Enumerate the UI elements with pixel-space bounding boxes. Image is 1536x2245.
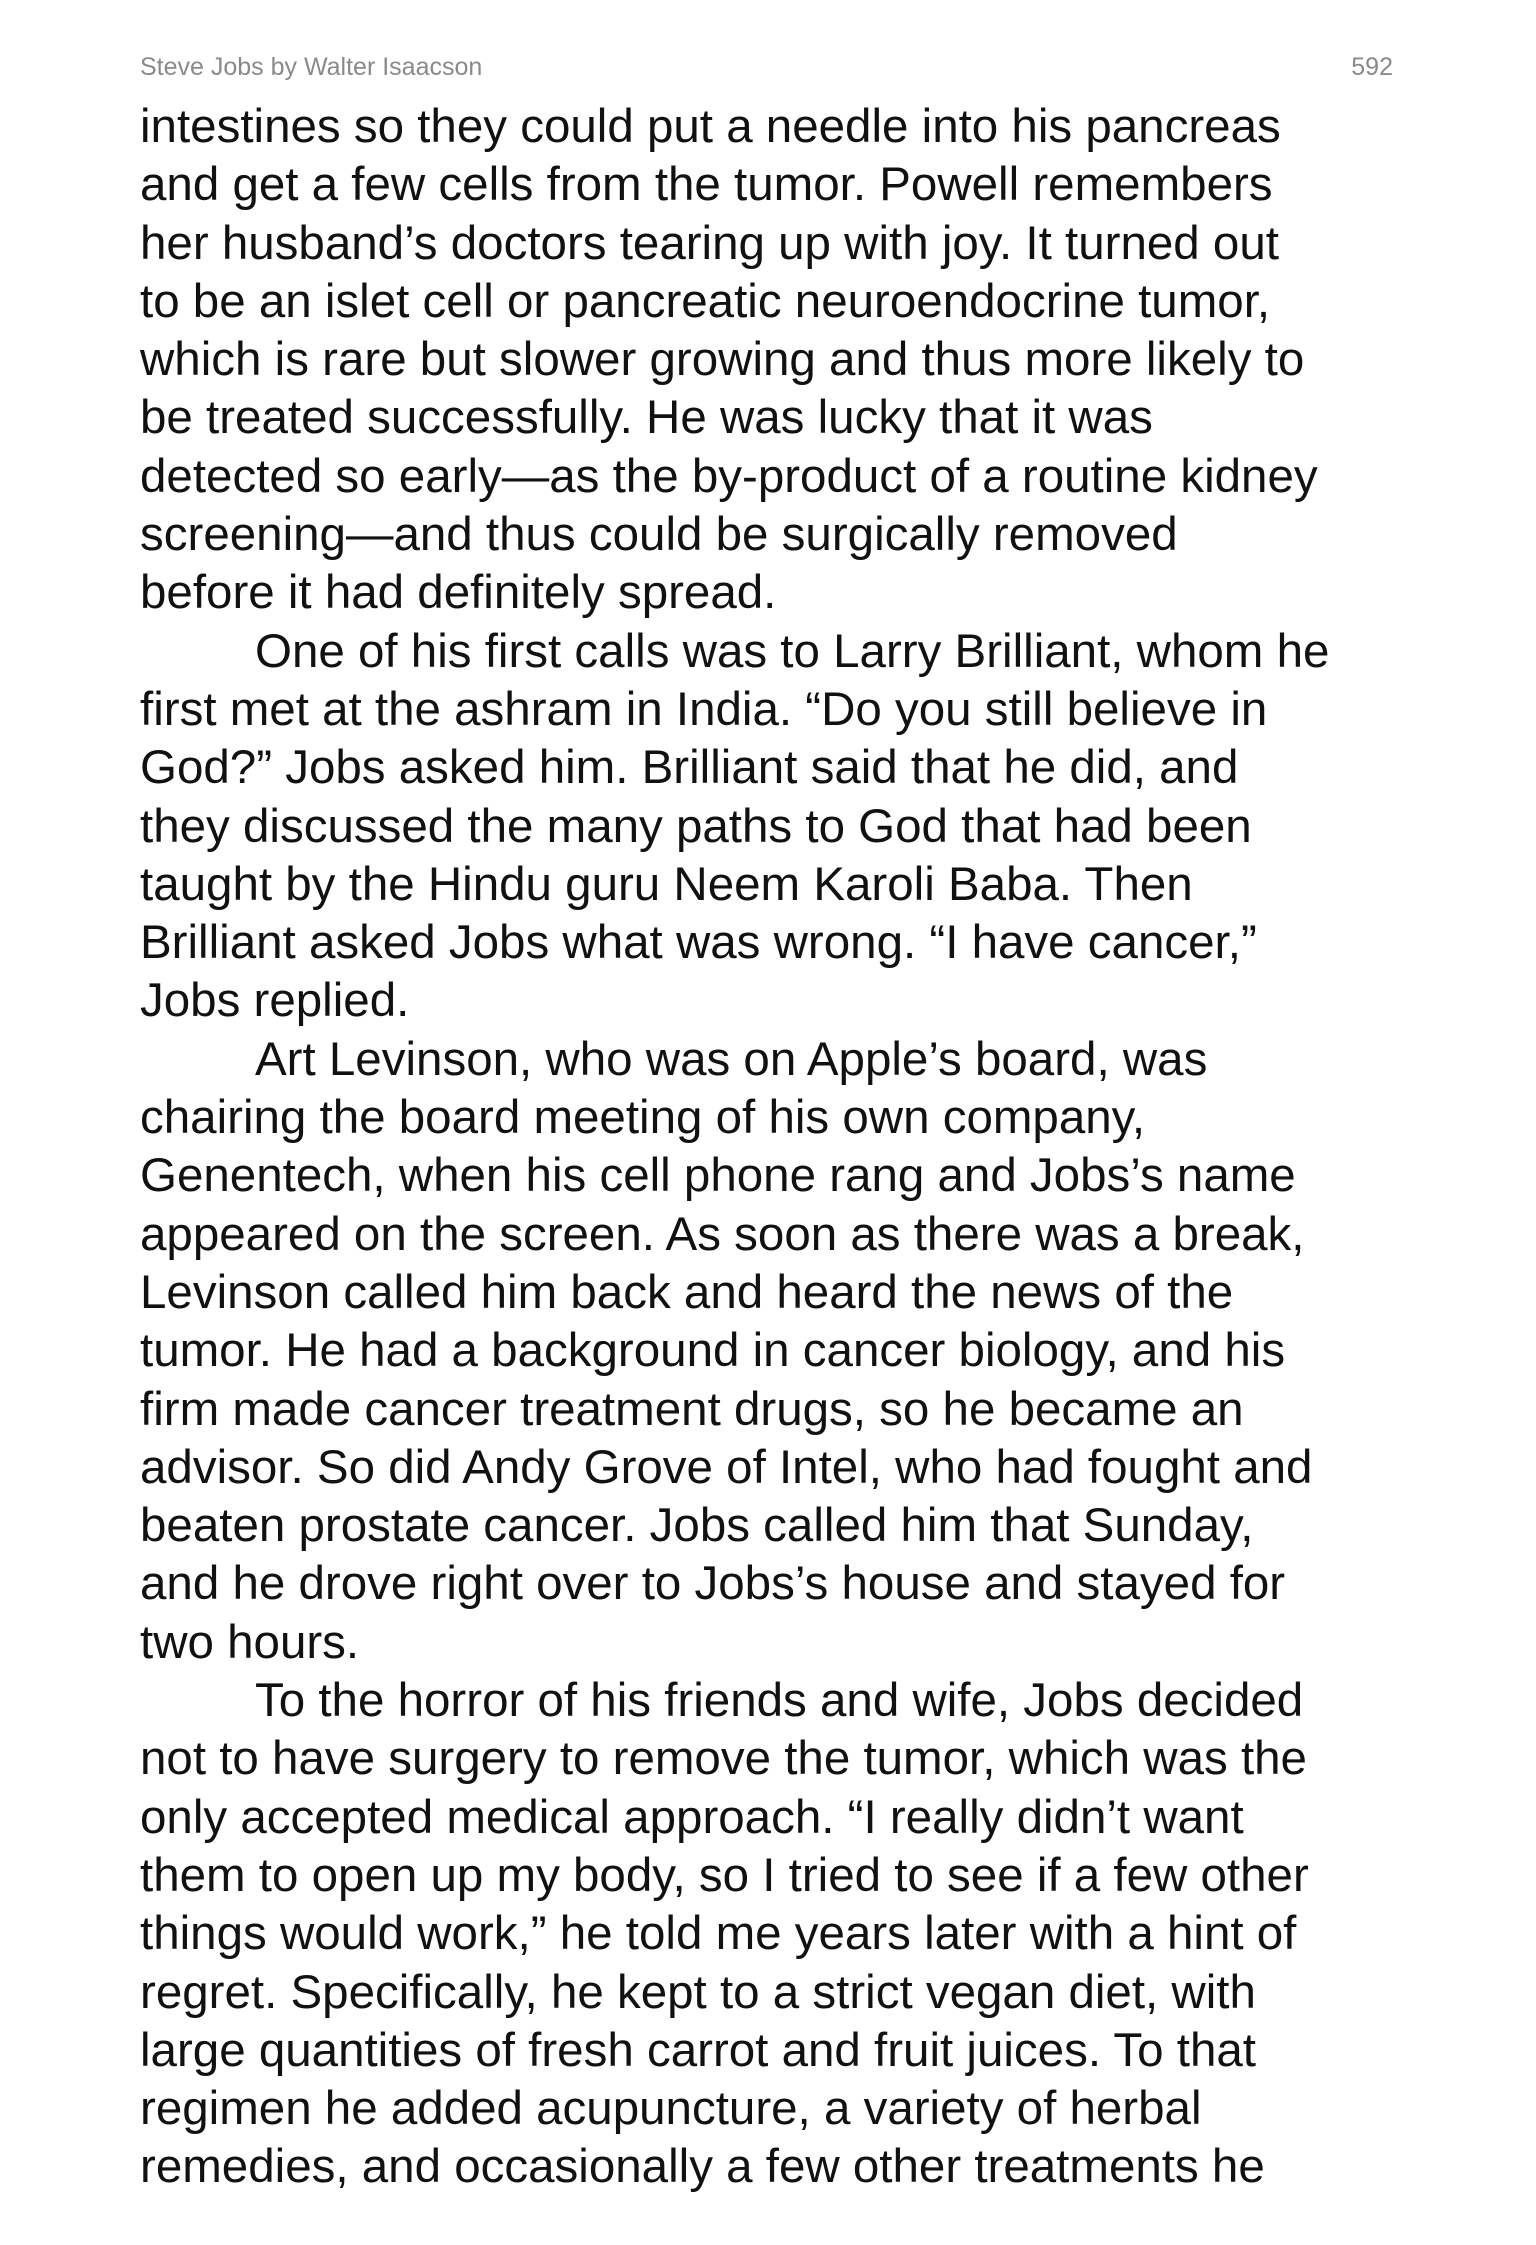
text-line: appeared on the screen. As soon as there was a break, bbox=[140, 1207, 1305, 1261]
text-line: Genentech, when his cell phone rang and Jobs’s name bbox=[140, 1149, 1296, 1203]
text-line: beaten prostate cancer. Jobs called him that Sunday, bbox=[140, 1499, 1254, 1553]
text-line: two hours. bbox=[140, 1615, 360, 1669]
text-line: be treated successfully. He was lucky that it was bbox=[140, 391, 1153, 445]
text-line: God?” Jobs asked him. Brilliant said that he did, and bbox=[140, 741, 1239, 795]
paragraph-first-line: One of his first calls was to Larry Brilliant, whom he bbox=[255, 624, 1330, 678]
text-line: and get a few cells from the tumor. Powell remembers bbox=[140, 158, 1273, 212]
paragraph-first-line: To the horror of his friends and wife, Jobs decided bbox=[255, 1674, 1304, 1728]
text-line: intestines so they could put a needle into his pancreas bbox=[140, 100, 1281, 153]
running-title: Steve Jobs by Walter Isaacson bbox=[140, 52, 483, 81]
text-line: Levinson called him back and heard the news of the bbox=[140, 1265, 1234, 1319]
text-line: her husband’s doctors tearing up with joy. It turned out bbox=[140, 216, 1279, 270]
page-header bbox=[140, 50, 1393, 84]
page-body bbox=[140, 98, 1408, 2197]
text-line: advisor. So did Andy Grove of Intel, who had fought and bbox=[140, 1440, 1313, 1494]
text-line: not to have surgery to remove the tumor, which was the bbox=[140, 1732, 1307, 1786]
text-line: chairing the board meeting of his own company, bbox=[140, 1091, 1146, 1145]
text-line: first met at the ashram in India. “Do you still believe in bbox=[140, 682, 1268, 736]
text-line: remedies, and occasionally a few other treatments he bbox=[140, 2140, 1265, 2194]
text-line: before it had definitely spread. bbox=[140, 566, 777, 620]
text-line: taught by the Hindu guru Neem Karoli Baba. Then bbox=[140, 857, 1193, 911]
text-line: they discussed the many paths to God that had been bbox=[140, 799, 1252, 853]
text-line: tumor. He had a background in cancer biology, and his bbox=[140, 1324, 1286, 1378]
text-line: firm made cancer treatment drugs, so he became an bbox=[140, 1382, 1244, 1436]
text-line: detected so early—as the by-product of a routine kidney bbox=[140, 449, 1318, 503]
text-line: regret. Specifically, he kept to a strict vegan diet, with bbox=[140, 1965, 1256, 2019]
text-line: Brilliant asked Jobs what was wrong. “I have cancer,” bbox=[140, 916, 1257, 970]
text-line: them to open up my body, so I tried to see if a few other bbox=[140, 1848, 1309, 1902]
text-line: to be an islet cell or pancreatic neuroendocrine tumor, bbox=[140, 274, 1271, 328]
paragraph-first-line: Art Levinson, who was on Apple’s board, was bbox=[255, 1032, 1208, 1086]
text-line: regimen he added acupuncture, a variety of herbal bbox=[140, 2082, 1202, 2136]
text-line: things would work,” he told me years later with a hint of bbox=[140, 1907, 1297, 1961]
text-line: and he drove right over to Jobs’s house and stayed for bbox=[140, 1557, 1286, 1611]
text-line: only accepted medical approach. “I really didn’t want bbox=[140, 1790, 1244, 1844]
text-line: large quantities of fresh carrot and fruit juices. To that bbox=[140, 2023, 1256, 2077]
page-number: 592 bbox=[1351, 52, 1393, 81]
text-line: which is rare but slower growing and thus more likely to bbox=[140, 333, 1305, 387]
text-line: Jobs replied. bbox=[140, 974, 410, 1028]
text-line: screening—and thus could be surgically removed bbox=[140, 508, 1178, 562]
